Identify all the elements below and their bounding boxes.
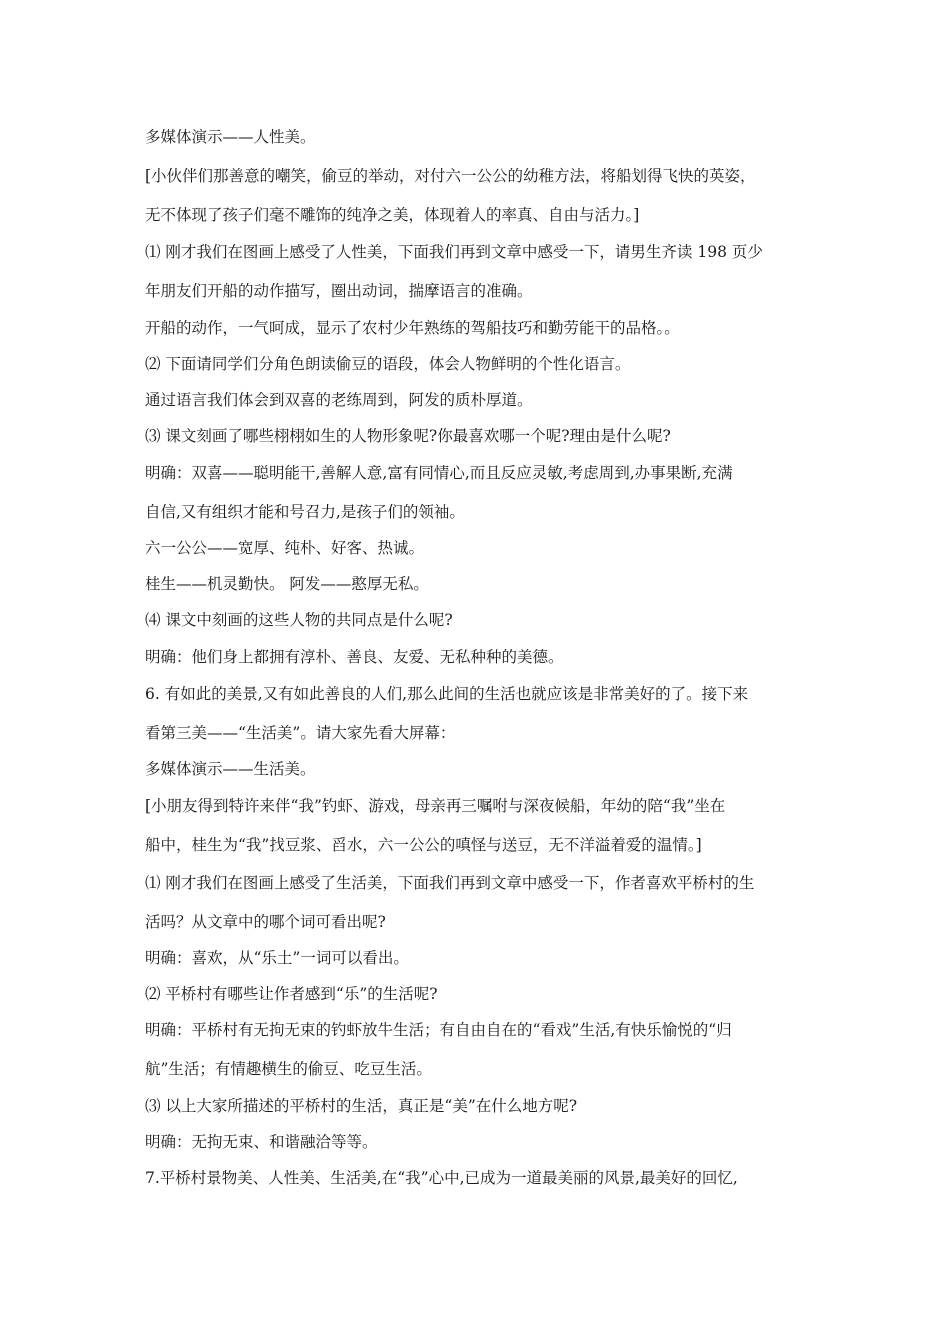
text-line: 船中，桂生为“我”找豆浆、舀水，六一公公的嗔怪与送豆，无不洋溢着爱的温情。]	[145, 836, 702, 854]
text-line: ⑴ 刚才我们在图画上感受了人性美，下面我们再到文章中感受一下，请男生齐读 198 页少	[145, 243, 763, 261]
text-line: 7.平桥村景物美、人性美、生活美,在“我”心中,已成为一道最美丽的风景,最美好的回忆,	[145, 1169, 738, 1187]
text-line: [小朋友得到特许来伴“我”钓虾、游戏，母亲再三嘱咐与深夜候船，年幼的陪“我”坐在	[145, 797, 726, 815]
text-line: 航”生活；有情趣横生的偷豆、吃豆生活。	[145, 1060, 432, 1078]
text-line: 开船的动作，一气呵成，显示了农村少年熟练的驾船技巧和勤劳能干的品格。。	[145, 319, 680, 337]
text-line: 活吗？从文章中的哪个词可看出呢?	[145, 913, 386, 931]
text-line: 明确：无拘无束、和谐融洽等等。	[145, 1133, 378, 1151]
text-line: [小伙伴们那善意的嘲笑，偷豆的举动，对付六一公公的幼稚方法，将船划得飞快的英姿，	[145, 167, 756, 185]
text-line: 六一公公——宽厚、纯朴、好客、热诚。	[145, 539, 425, 557]
text-line: 多媒体演示——人性美。	[145, 128, 316, 146]
text-line: 看第三美——“生活美”。请大家先看大屏幕：	[145, 724, 456, 742]
text-line: 明确：双喜——聪明能干,善解人意,富有同情心,而且反应灵敏,考虑周到,办事果断,充满	[145, 464, 733, 482]
text-line: 明确：喜欢，从“乐土”一词可以看出。	[145, 949, 409, 967]
text-line: ⑶ 以上大家所描述的平桥村的生活，真正是“美”在什么地方呢?	[145, 1097, 578, 1115]
text-line: ⑷ 课文中刻画的这些人物的共同点是什么呢?	[145, 611, 453, 629]
text-line: 明确：他们身上都拥有淳朴、善良、友爱、无私种种的美德。	[145, 648, 564, 666]
text-line: 自信,又有组织才能和号召力,是孩子们的领袖。	[145, 503, 465, 521]
text-line: 年朋友们开船的动作描写，圈出动词，揣摩语言的准确。	[145, 282, 533, 300]
text-line: ⑵ 平桥村有哪些让作者感到“乐”的生活呢?	[145, 985, 438, 1003]
text-line: ⑵ 下面请同学们分角色朗读偷豆的语段，体会人物鲜明的个性化语言。	[145, 355, 631, 373]
text-line: ⑴ 刚才我们在图画上感受了生活美，下面我们再到文章中感受一下，作者喜欢平桥村的生	[145, 874, 755, 892]
text-line: 通过语言我们体会到双喜的老练周到，阿发的质朴厚道。	[145, 391, 533, 409]
text-line: ⑶ 课文刻画了哪些栩栩如生的人物形象呢?你最喜欢哪一个呢?理由是什么呢?	[145, 427, 671, 445]
text-line: 桂生——机灵勤快。 阿发——憨厚无私。	[145, 575, 429, 593]
text-line: 6. 有如此的美景,又有如此善良的人们,那么此间的生活也就应该是非常美好的了。接下来	[145, 685, 749, 703]
text-line: 明确：平桥村有无拘无束的钓虾放牛生活；有自由自在的“看戏”生活,有快乐愉悦的“归	[145, 1021, 732, 1039]
text-line: 多媒体演示——生活美。	[145, 760, 316, 778]
text-line: 无不体现了孩子们毫不雕饰的纯净之美，体现着人的率真、自由与活力。]	[145, 206, 640, 224]
